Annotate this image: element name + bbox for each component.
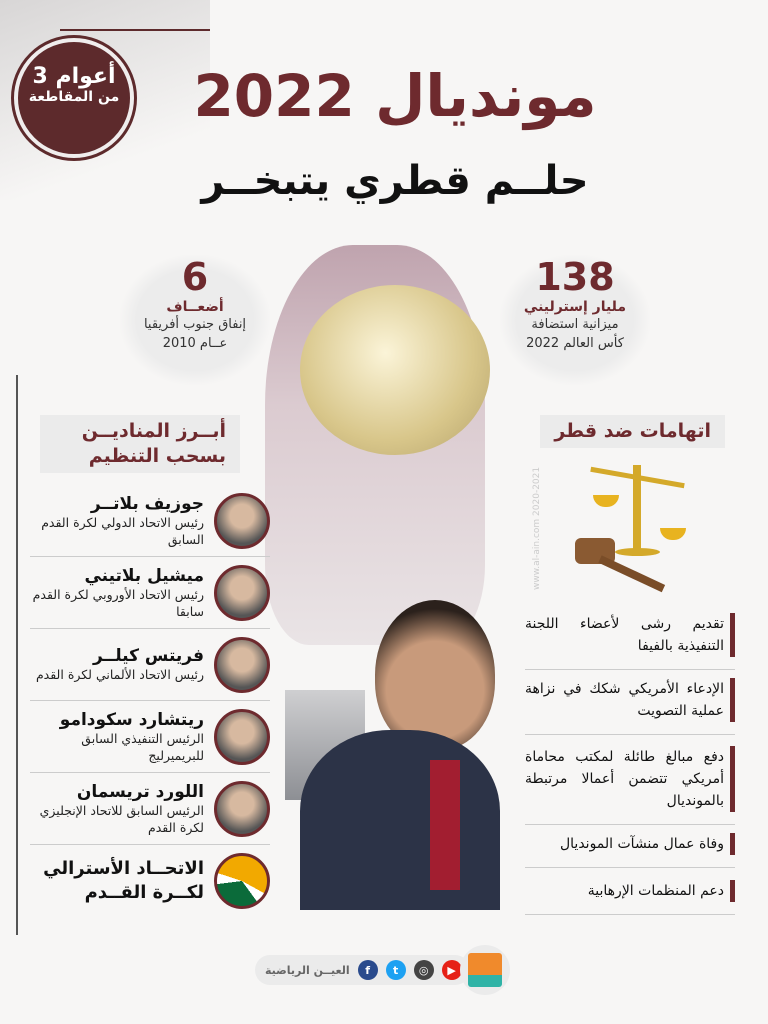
stat-number: 138 [535,255,615,299]
stat-number: 6 [181,255,209,299]
person-item [30,701,270,773]
person-item [30,773,270,845]
accusation-item [525,605,735,670]
budget-stat [500,255,650,385]
person-role: رئيس الاتحاد الدولي لكرة القدم السابق [41,514,204,547]
person-photo [214,493,270,549]
section-title-line: بسحب التنظيم [88,445,226,467]
person-role: الرئيس السابق للاتحاد الإنجليزي لكرة القدم [39,802,204,835]
instagram-icon[interactable]: ◎ [414,960,434,980]
person-name: الاتحــاد الأسترالي لكــرة القــدم [43,858,204,903]
bullet-bar [730,833,735,855]
person-name: جوزيف بلاتــر [90,493,204,514]
footer-bar [255,955,470,985]
stat-desc: عــام 2010 [162,336,228,351]
section-title-line: أبــرز المناديــن [81,420,226,442]
bullet-bar [730,880,735,902]
person-role: الرئيس التنفيذي السابق للبريميرليج [81,730,204,763]
stat-desc: إنفاق جنوب أفريقيا [143,317,247,332]
accusation-item [525,872,735,915]
world-cup-trophy [300,285,490,455]
emir-photo [300,600,520,910]
twitter-icon[interactable]: t [386,960,406,980]
stamp-years: 3 أعوام [32,64,116,89]
bullet-bar [730,678,735,722]
person-role: رئيس الاتحاد الأوروبي لكرة القدم سابقا [32,586,204,619]
stat-unit: مليار إسترليني [523,299,627,315]
al-ain-sports-logo [460,945,510,995]
australia-fa-logo [214,853,270,909]
person-photo [214,565,270,621]
justice-scale-icon [575,460,690,590]
stamp-label: من المقاطعة [28,89,120,105]
facebook-icon[interactable]: f [358,960,378,980]
multiplier-stat [120,255,270,385]
stat-unit: أضعــاف [166,299,224,315]
bullet-bar [730,613,735,657]
person-item [30,485,270,557]
accusation-item [525,738,735,825]
boycott-stamp [14,38,134,158]
person-photo [214,637,270,693]
person-role: رئيس الاتحاد الألماني لكرة القدم [35,667,204,682]
person-item [30,629,270,701]
person-photo [214,781,270,837]
person-item [30,557,270,629]
stat-desc: كأس العالم 2022 [526,336,624,351]
bullet-bar [730,746,735,812]
stat-desc: ميزانية استضافة [531,317,619,332]
brand-name: العيــن الرياضية [265,963,350,977]
left-divider-line [16,375,18,935]
accusation-text: دفع مبالغ طائلة لمكتب محاماة أمريكي تتضمن أعمالا مرتبطة بالمونديال [525,749,724,809]
person-name: ميشيل بلاتيني [84,565,204,586]
accusation-item [525,825,735,868]
person-name: ريتشارد سكودامو [59,709,204,730]
page-title: مونديال 2022 [193,62,597,130]
page-subtitle: حلــم قطري يتبخــر [201,158,589,204]
accusation-text: دعم المنظمات الإرهابية [587,883,724,899]
accusation-text: الإدعاء الأمريكي شكك في نزاهة عملية التصويت [525,681,724,719]
watermark: www.al-ain.com 2020-2021 [532,466,542,590]
person-name: فريتس كيلــر [93,646,204,666]
divider [60,29,210,31]
accusation-text: وفاة عمال منشآت المونديال [559,836,724,852]
person-name: اللورد تريسمان [76,781,204,802]
accusation-text: تقديم رشى لأعضاء اللجنة التنفيذية بالفيفا [525,616,724,654]
person-item [30,845,270,917]
left-section-title [40,415,240,473]
youtube-icon[interactable]: ▶ [442,960,462,980]
person-photo [214,709,270,765]
right-section-title: اتهامات ضد قطر [540,415,725,448]
accusation-item [525,670,735,735]
